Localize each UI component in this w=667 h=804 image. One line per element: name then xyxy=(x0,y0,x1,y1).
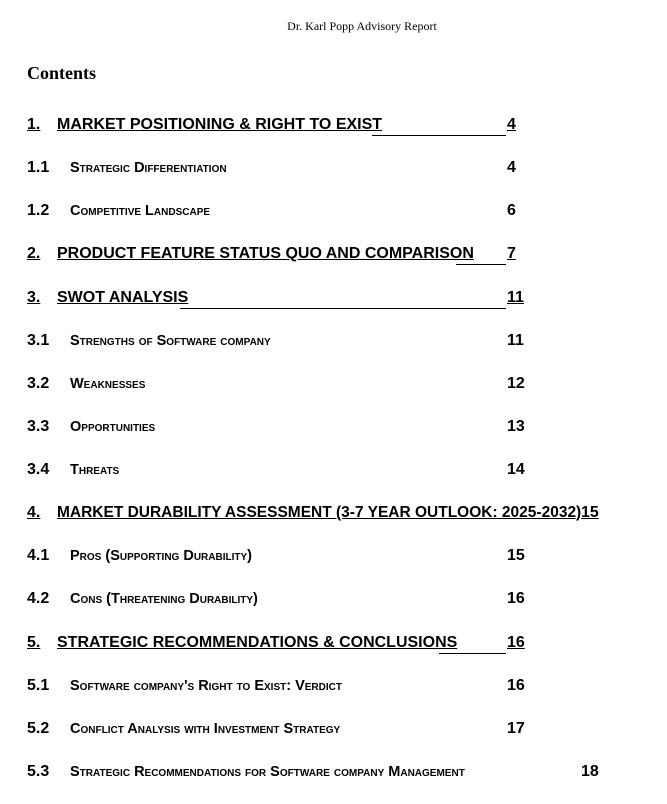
toc-underline xyxy=(372,135,506,136)
toc-number: 3.3 xyxy=(27,418,50,435)
toc-title: Threats xyxy=(70,462,120,478)
toc-title: Opportunities xyxy=(70,419,156,435)
toc-number: 1.2 xyxy=(27,202,50,219)
toc-number: 5.2 xyxy=(27,720,50,737)
toc-title: Cons (Threatening Durability) xyxy=(70,591,258,607)
contents-heading: Contents xyxy=(27,63,97,83)
toc-page: 17 xyxy=(507,720,525,737)
toc-page: 15 xyxy=(507,547,525,564)
toc-title: Software company's Right to Exist: Verdict xyxy=(70,678,342,694)
toc-title: MARKET DURABILITY ASSESSMENT (3-7 YEAR OUTLOOK: 2025-2032) xyxy=(57,504,582,521)
toc-number: 3.1 xyxy=(27,332,50,349)
toc-page: 11 xyxy=(507,332,524,349)
toc-title: Conflict Analysis with Investment Strategy xyxy=(70,721,341,737)
toc-page: 4 xyxy=(507,159,516,176)
toc-page: 18 xyxy=(581,763,599,780)
toc-underline xyxy=(180,308,506,309)
toc-number: 5.1 xyxy=(27,677,50,694)
toc-title: Strengths of Software company xyxy=(70,333,271,349)
page-header: Dr. Karl Popp Advisory Report xyxy=(287,19,437,33)
toc-number: 5.3 xyxy=(27,763,50,780)
toc-number: 2. xyxy=(27,245,41,262)
toc-page: 4 xyxy=(507,116,516,133)
toc-page: 15 xyxy=(581,504,599,521)
toc-title: SWOT ANALYSIS xyxy=(57,289,189,306)
toc-page: 16 xyxy=(507,590,525,607)
toc-title: Competitive Landscape xyxy=(70,203,211,219)
toc-number: 1.1 xyxy=(27,159,50,176)
toc-page: 6 xyxy=(507,202,516,219)
toc-number: 4.2 xyxy=(27,590,50,607)
toc-number: 3. xyxy=(27,289,41,306)
toc-number: 3.4 xyxy=(27,461,50,478)
toc-title: Pros (Supporting Durability) xyxy=(70,548,252,564)
toc-underline xyxy=(456,264,506,265)
toc-page: 16 xyxy=(507,634,525,651)
toc-number: 5. xyxy=(27,634,41,651)
toc-number: 1. xyxy=(27,116,41,133)
toc-page: 14 xyxy=(507,461,525,478)
toc-number: 3.2 xyxy=(27,375,50,392)
toc-title: Weaknesses xyxy=(70,376,146,392)
toc-page: 11 xyxy=(507,289,524,306)
toc-title: PRODUCT FEATURE STATUS QUO AND COMPARISON xyxy=(57,245,474,262)
toc-title: Strategic Differentiation xyxy=(70,160,227,176)
toc-number: 4.1 xyxy=(27,547,50,564)
toc-page: 13 xyxy=(507,418,525,435)
toc-underline xyxy=(439,653,506,654)
toc-page: 7 xyxy=(507,245,516,262)
toc-number: 4. xyxy=(27,504,41,521)
toc-title: STRATEGIC RECOMMENDATIONS & CONCLUSIONS xyxy=(57,634,458,651)
toc-page: 12 xyxy=(507,375,525,392)
toc-page: 16 xyxy=(507,677,525,694)
toc-title: Strategic Recommendations for Software company Management xyxy=(70,764,465,780)
toc-title: MARKET POSITIONING & RIGHT TO EXIST xyxy=(57,116,383,133)
